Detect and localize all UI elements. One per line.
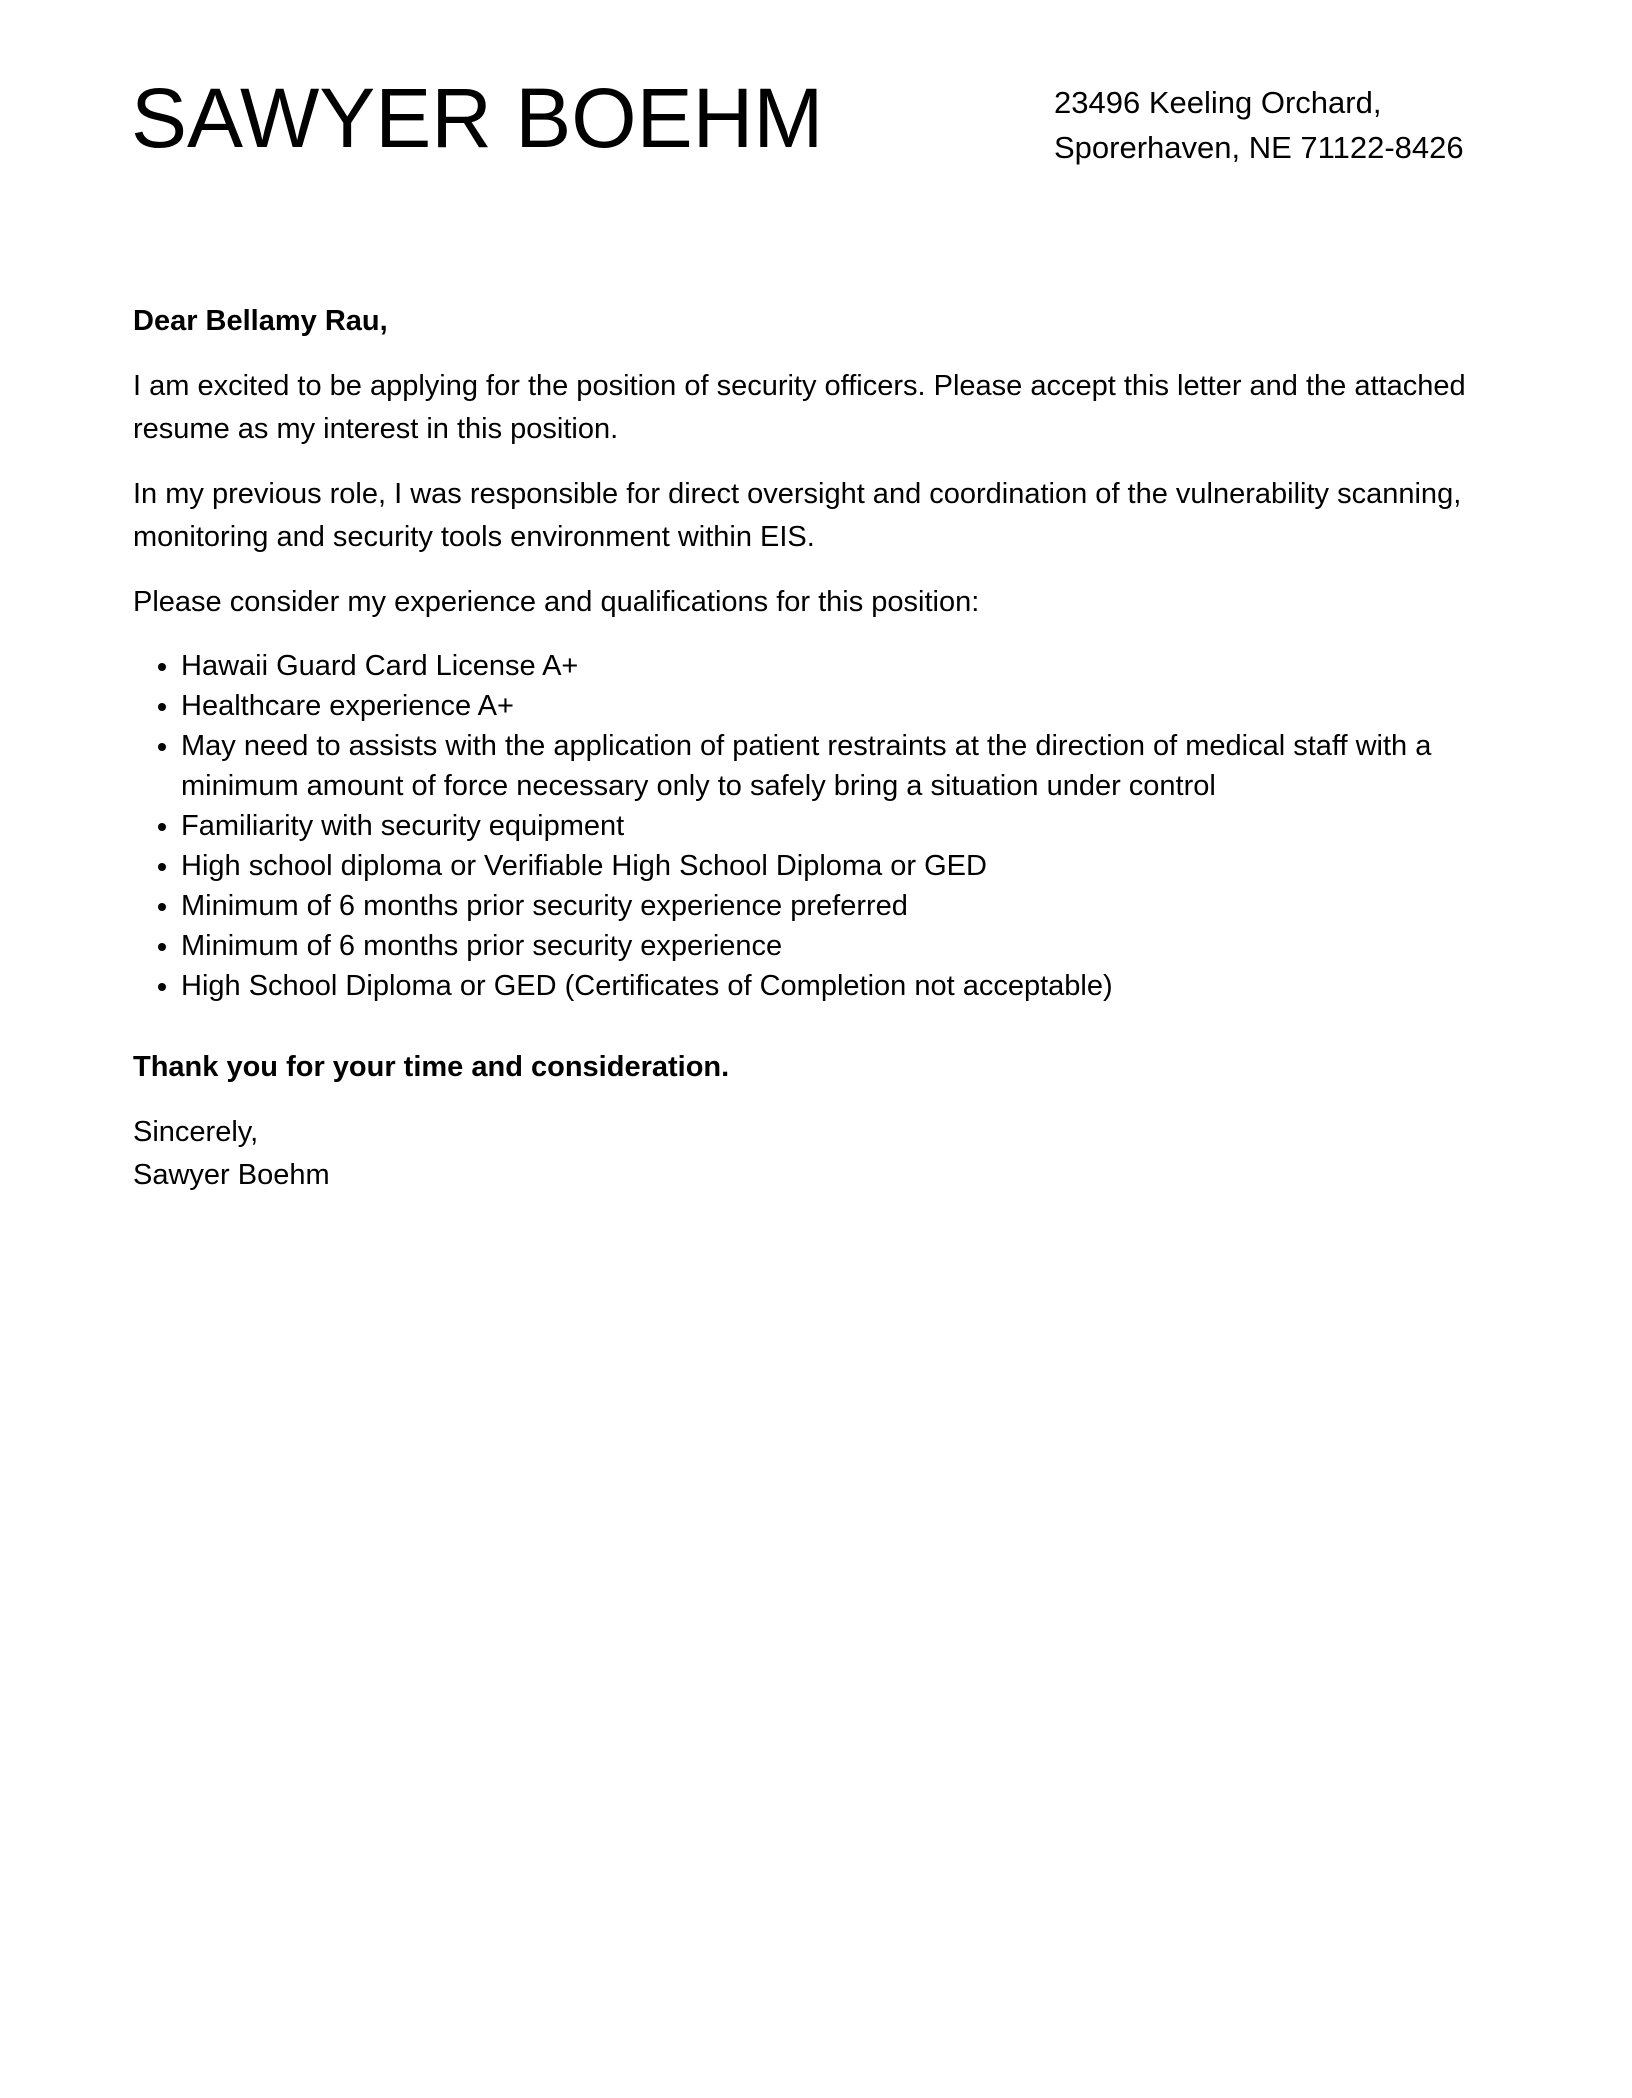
list-item: • May need to assists with the application of patient restraints at the direction of medical staff with a minimum amount of force necessary only to safely bring a situation under control	[181, 726, 1503, 806]
paragraph-qualifications-intro: Please consider my experience and qualifications for this position:	[133, 586, 980, 618]
signoff: Sincerely,	[133, 1116, 259, 1148]
qualifications-list	[133, 646, 1503, 1006]
list-item: • High School Diploma or GED (Certificates of Completion not acceptable)	[181, 966, 1503, 1006]
list-item: • Minimum of 6 months prior security experience preferred	[181, 886, 1503, 926]
list-item: • Minimum of 6 months prior security experience	[181, 926, 1503, 966]
signoff-block	[133, 1111, 1503, 1197]
paragraph-experience: In my previous role, I was responsible for direct oversight and coordination of the vulnerability scanning, monitoring and security tools environment within EIS.	[133, 478, 1462, 553]
applicant-name: SAWYER BOEHM	[131, 71, 824, 165]
address-line-2: Sporerhaven, NE 71122-8426	[1054, 130, 1464, 165]
signature: Sawyer Boehm	[133, 1159, 330, 1191]
letter-body	[133, 300, 1503, 1219]
list-item: • High school diploma or Verifiable High School Diploma or GED	[181, 846, 1503, 886]
closing-thanks: Thank you for your time and consideration.	[133, 1051, 730, 1083]
list-item: • Familiarity with security equipment	[181, 806, 1503, 846]
paragraph-intro: I am excited to be applying for the position of security officers. Please accept this letter and the attached resume as my interest in this position.	[133, 370, 1466, 445]
address-block	[1054, 80, 1464, 170]
list-item: • Healthcare experience A+	[181, 686, 1503, 726]
salutation: Dear Bellamy Rau,	[133, 305, 388, 337]
address-line-1: 23496 Keeling Orchard,	[1054, 85, 1382, 120]
list-item: • Hawaii Guard Card License A+	[181, 646, 1503, 686]
